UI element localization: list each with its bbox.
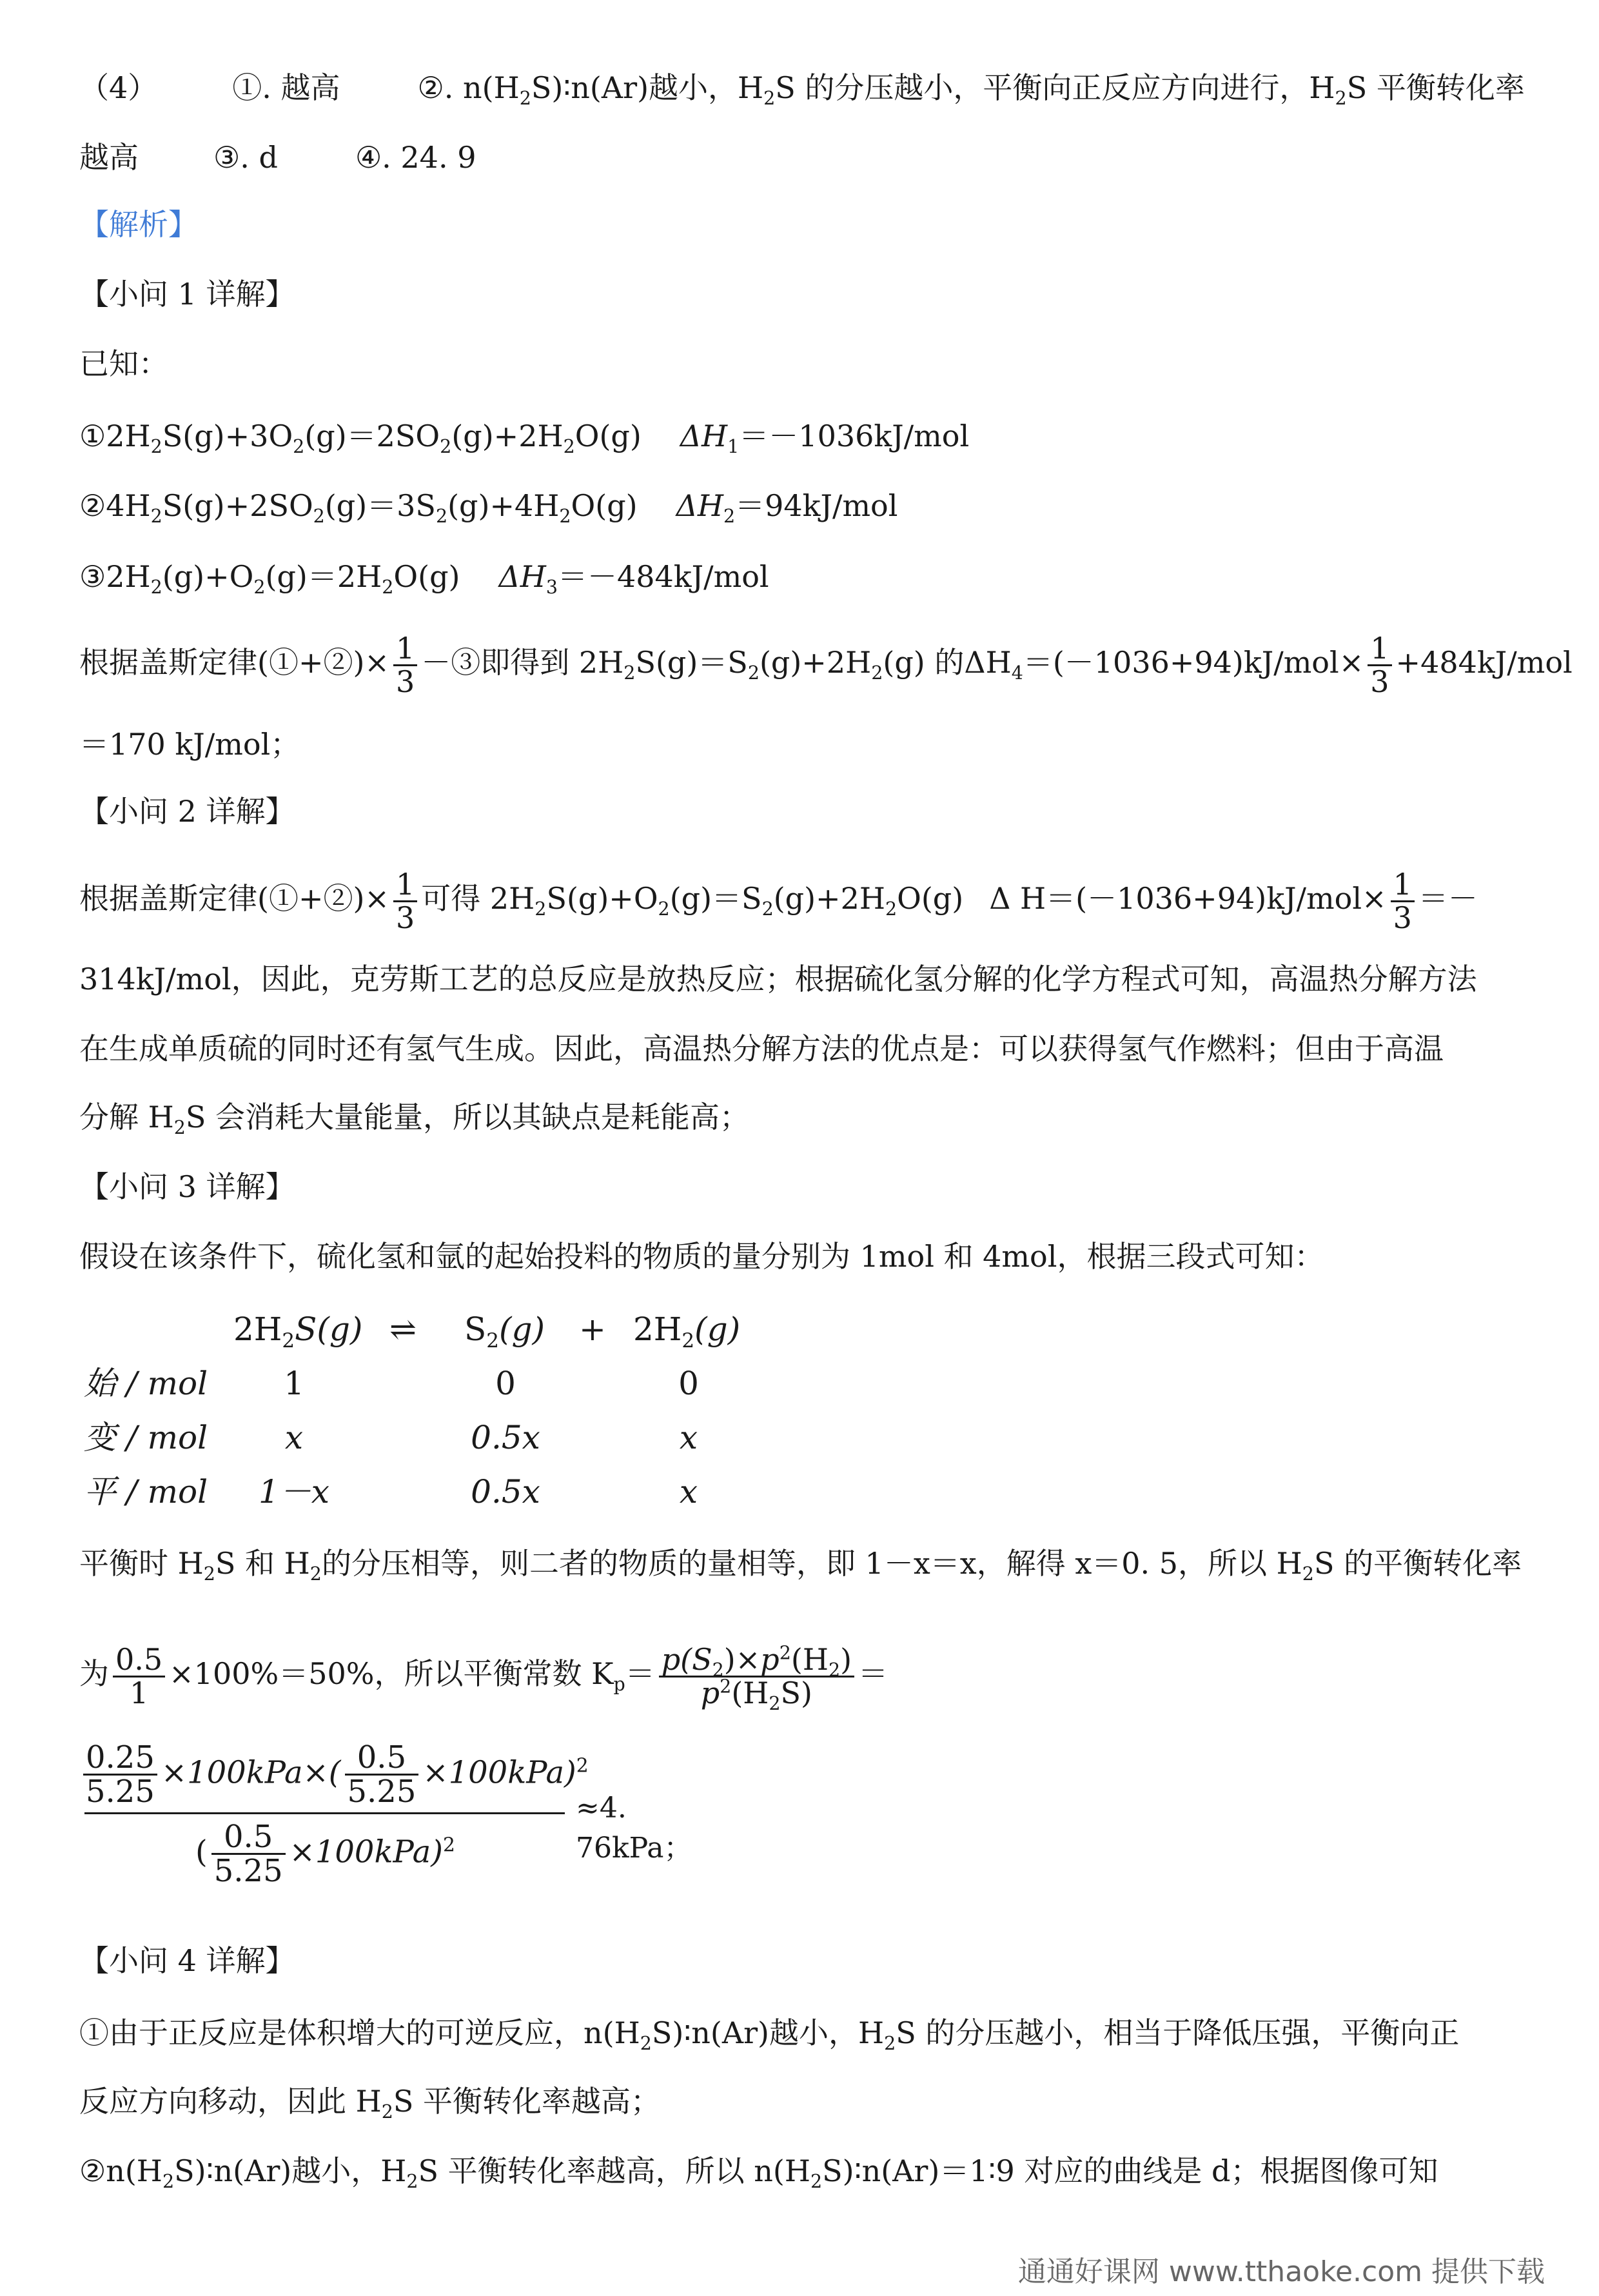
- fraction-one-third: $\frac{1}{3}$: [1391, 869, 1415, 933]
- fraction-one-third: $\frac{1}{3}$: [1368, 633, 1391, 697]
- kp-numeric-numerator: $\frac{0.25}{5.25}$ ×100kPa×( $\frac{0.5}{5.25}$ ×100kPa)$^2$: [79, 1741, 589, 1808]
- fraction-bar: [84, 1812, 565, 1814]
- kp-numeric-fraction: $\frac{0.25}{5.25}$ ×100kPa×( $\frac{0.5}{5.25}$ ×100kPa)$^2$ ≈4. 76kPa； ( $\frac{0.5}{5.25}$ ×100kPa)$^2$: [79, 1741, 589, 1888]
- fraction-one-third: $\frac{1}{3}$: [393, 869, 417, 933]
- ice-cell: 0: [495, 1365, 516, 1402]
- paragraph-3-line-2: 平衡时 $H_2S$ 和 $H_2$的分压相等，则二者的物质的量相等，即 1－x＝x，解得 x＝0. 5，所以 $H_2S$ 的平衡转化率: [79, 1546, 1522, 1585]
- ice-cell: 0.5x: [471, 1473, 540, 1510]
- paragraph-3-line-1: 假设在该条件下，硫化氢和氩的起始投料的物质的量分别为 1mol 和 4mol，根据三段式可知：: [79, 1239, 1324, 1274]
- ice-cell: 1: [284, 1365, 304, 1402]
- ice-cell: x: [679, 1419, 698, 1456]
- ice-row-label: 始 / mol: [84, 1365, 208, 1402]
- equation-1: $①2H_2S(g)+3O_2(g)=2SO_2(g)+2H_2O(g)$ $\Delta H_1=-1036kJ$/mol: [79, 419, 970, 458]
- ice-cell: x: [679, 1473, 698, 1510]
- ice-cell: x: [284, 1419, 304, 1456]
- ice-cell: 0: [678, 1365, 699, 1402]
- paragraph-2-line-1: 314kJ/mol，因此，克劳斯工艺的总反应是放热反应；根据硫化氢分解的化学方程式可知，高温热分解方法: [79, 962, 1477, 996]
- fraction-one-third: $\frac{1}{3}$: [393, 633, 417, 697]
- ice-cell: 1－x: [258, 1473, 330, 1510]
- ice-row-label: 变 / mol: [84, 1419, 208, 1456]
- equation-2: $②4H_2S(g)+2SO_2(g)=3S_2(g)+4H_2O(g)$ $\Delta H_2=94kJ$/mol: [79, 488, 898, 528]
- paragraph-4-line-1: ①由于正反应是体积增大的可逆反应，$n(H_2S)∶n(Ar)$越小，$H_2S$ 的分压越小，相当于降低压强，平衡向正: [79, 2015, 1460, 2055]
- kp-expression-line: 为 $\frac{0.5}{1}$ ×100%＝50%，所以平衡常数 $K_p=$ $\frac{p(S_2)\times p^2(H_2)}{p^2(H_2S)}$ ＝: [79, 1642, 888, 1714]
- ice-plus: +: [579, 1311, 606, 1348]
- hess-derivation-2: 根据盖斯定律(①+②)× $\frac{1}{3}$ 可得 $2H_2S(g)+O_2(g)=S_2(g)+2H_2O(g)$ Δ H＝(－1036+94)kJ/mol× $\frac{1}{3}$ ＝－: [79, 867, 1478, 935]
- question-2-heading: 【小问 2 详解】: [79, 794, 295, 829]
- hess-result: ＝170 kJ/mol；: [79, 727, 300, 762]
- ice-reactant: $2H_2S(g)$: [233, 1311, 363, 1352]
- question-4-heading: 【小问 4 详解】: [79, 1943, 295, 1978]
- analysis-heading: 【解析】: [79, 207, 198, 242]
- ice-product-s2: $S_2(g)$: [464, 1311, 545, 1352]
- question-3-heading: 【小问 3 详解】: [79, 1169, 295, 1204]
- equation-3: $③2H_2(g)+O_2(g)=2H_2O(g)$ $\Delta H_3=-484kJ$/mol: [79, 559, 769, 599]
- ice-row-label: 平 / mol: [84, 1473, 208, 1510]
- hess-derivation-1: 根据盖斯定律(①+②)× $\frac{1}{3}$ －③即得到 $2H_2S(g)=S_2(g)+2H_2(g)$ 的$\Delta H_4=(-1036+94)kJ/mol\times$ $\frac{1}{3}$ +484kJ/mol: [79, 631, 1573, 699]
- answer-line-1: （4） ①. 越高 ②. $n(H_2S)∶n(Ar)$越小，$H_2S$ 的分压越小，平衡向正反应方向进行，$H_2S$ 平衡转化率: [79, 70, 1525, 110]
- ice-product-h2: $2H_2(g)$: [633, 1311, 741, 1352]
- ice-cell: 0.5x: [471, 1419, 540, 1456]
- footer-watermark: 通通好课网 www.tthaoke.com 提供下载: [1017, 2255, 1545, 2288]
- answer-line-2: 越高 ③. d ④. 24. 9: [79, 140, 476, 175]
- fraction-kp: $\frac{p(S_2)\times p^2(H_2)}{p^2(H_2S)}$: [659, 1644, 854, 1708]
- kp-numeric-denominator: ( $\frac{0.5}{5.25}$ ×100kPa)$^2$: [195, 1818, 455, 1890]
- ice-arrow: ⇌: [389, 1311, 417, 1348]
- paragraph-2-line-2: 在生成单质硫的同时还有氢气生成。因此，高温热分解方法的优点是：可以获得氢气作燃料；但由于高温: [79, 1031, 1444, 1066]
- known-label: 已知：: [79, 346, 168, 381]
- paragraph-4-line-2: 反应方向移动，因此 $H_2S$ 平衡转化率越高；: [79, 2084, 661, 2123]
- paragraph-4-line-3: $②n(H_2S)∶n(Ar)$越小，$H_2S$ 平衡转化率越高，所以 $n(H_2S)∶n(Ar)=1∶9$ 对应的曲线是 d；根据图像可知: [79, 2153, 1438, 2193]
- paragraph-2-line-3: 分解 $H_2S$ 会消耗大量能量，所以其缺点是耗能高；: [79, 1100, 750, 1139]
- fraction-conversion: $\frac{0.5}{1}$: [113, 1644, 165, 1708]
- question-1-heading: 【小问 1 详解】: [79, 277, 295, 312]
